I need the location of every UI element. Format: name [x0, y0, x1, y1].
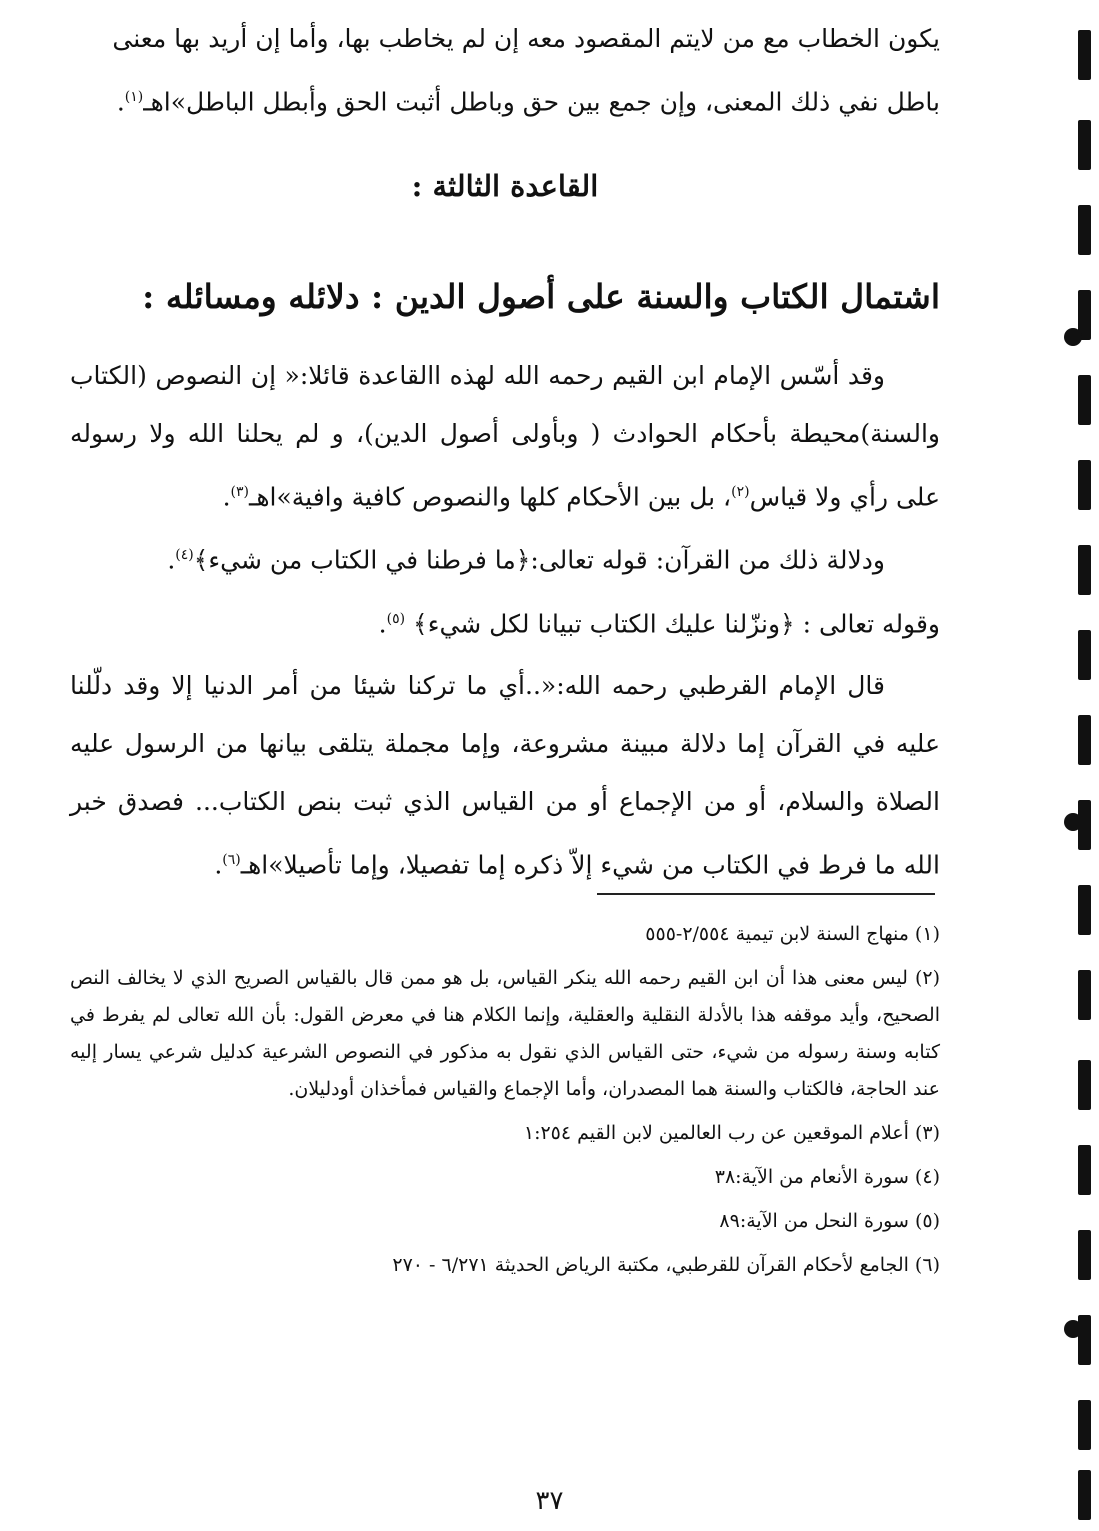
binding-bar: [1078, 30, 1091, 80]
binding-bar: [1078, 375, 1091, 425]
footnote-1: (١) منهاج السنة لابن تيمية ٢/٥٥٤-٥٥٥: [645, 923, 940, 945]
footnote-ref-4: (٤): [175, 547, 194, 564]
footnote-separator: [597, 893, 935, 895]
rule-heading: القاعدة الثالثة :: [411, 169, 599, 203]
footnote-6: (٦) الجامع لأحكام القرآن للقرطبي، مكتبة الرياض الحديثة ٦/٢٧١ - ٢٧٠: [392, 1254, 940, 1276]
paragraph-ibn-qayyim: وقد أسّس الإمام ابن القيم رحمه الله لهذه االقاعدة قائلا:« إن النصوص (الكتاب والسنة)محيطة بأحكام الحوادث ( وبأولى أصول الدين)، و لم يحلنا الله ولا رسوله على رأي ولا قياس$^{(٢)}$، بل بين الأحكام كلها والنصوص كافية وافية»اهـ$^{(٣)}$.: [70, 361, 940, 512]
binding-bar: [1078, 630, 1091, 680]
binding-hole: [1064, 328, 1082, 346]
binding-bar: [1078, 715, 1091, 765]
footnote-ref-2: (٢): [731, 484, 750, 500]
footnote-5: (٥) سورة النحل من الآية:٨٩: [719, 1210, 940, 1232]
paragraph-qurtubi: قال الإمام القرطبي رحمه الله:«..أي ما تركنا شيئا من أمر الدنيا إلا وقد دلّلنا عليه في القرآن إما دلالة مبينة مشروعة، وإما مجملة يتلقى بيانها من الرسول عليه الصلاة والسلام، أو من الإجماع أو من القياس الذي ثبت بنص الكتاب... فصدق خبر الله ما فرط في الكتاب من شيء إلاّ ذكره إما تفصيلا، وإما تأصيلا»اهـ$^{(٦)}$.: [70, 670, 940, 880]
footnote-2: (٢) ليس معنى هذا أن ابن القيم رحمه الله ينكر القياس، بل هو ممن قال بالقياس الصريح الذي لا يخالف النص الصحيح، وأيد موقفه هذا بالأدلة النقلية والعقلية، وإنما الكلام هنا في معرض القول: بأن الله تعالى لم يفرط في كتابه وسنة رسوله من شيء، حتى القياس الذي نقول به مذكور في النصوص الشرعية كدليل شرعي يسار إليه عند الحاجة، فالكتاب والسنة هما المصدران، وأما الإجماع والقياس فمأخذان أودليلان.: [70, 967, 940, 1100]
paragraph-quran-evidence: ودلالة ذلك من القرآن: قوله تعالى:﴿ما فرطنا في الكتاب من شيء﴾$^{(٤)}$.: [167, 545, 885, 575]
binding-bar: [1078, 1060, 1091, 1110]
footnote-ref-6: (٦): [222, 851, 241, 868]
paragraph-quran-evidence-text: ودلالة ذلك من القرآن: قوله تعالى:﴿ما فرطنا في الكتاب من شيء﴾: [193, 545, 885, 575]
binding-bar: [1078, 1145, 1091, 1195]
continuation-paragraph: [70, 10, 940, 131]
paragraph-qurtubi-text: قال الإمام القرطبي رحمه الله:«..أي ما تركنا شيئا من أمر الدنيا إلا وقد دلّلنا عليه في القرآن إما دلالة مبينة مشروعة، وإما مجملة يتلقى بيانها من الرسول عليه الصلاة والسلام، أو من الإجماع أو من القياس الذي ثبت بنص الكتاب... فصدق خبر الله ما فرط في الكتاب من شيء إلاّ ذكره إما تفصيلا، وإما تأصيلا»اهـ: [70, 670, 940, 880]
binding-bar: [1078, 970, 1091, 1020]
binding-bar: [1078, 800, 1091, 850]
footnote-ref-3: (٣): [230, 484, 250, 500]
binding-bar: [1078, 885, 1091, 935]
continuation-line-2: باطل نفي ذلك المعنى، وإن جمع بين حق وباطل أثبت الحق وأبطل الباطل»اهـ$^{(١)}$.: [116, 87, 940, 117]
binding-bar: [1078, 1400, 1091, 1450]
binding-bar: [1078, 460, 1091, 510]
footnotes-section: [70, 916, 940, 1291]
binding-bar: [1078, 1230, 1091, 1280]
binding-bar: [1078, 1315, 1091, 1365]
continuation-line-2-text: باطل نفي ذلك المعنى، وإن جمع بين حق وباطل أثبت الحق وأبطل الباطل»اهـ: [143, 87, 940, 117]
continuation-line-1: يكون الخطاب مع من لايتم المقصود معه إن لم يخاطب بها، وأما إن أريد بها معنى: [112, 24, 940, 53]
binding-bar: [1078, 1470, 1091, 1520]
binding-bar: [1078, 120, 1091, 170]
paragraph-quran-evidence-2-text: وقوله تعالى : ﴿ونزّلنا عليك الكتاب تبيانا لكل شيء﴾: [413, 608, 940, 638]
footnote-ref-1: (١): [124, 89, 144, 105]
page-number: ٣٧: [535, 1486, 564, 1516]
binding-bar: [1078, 205, 1091, 255]
footnote-4: (٤) سورة الأنعام من الآية:٣٨: [714, 1166, 940, 1188]
paragraph-ibn-qayyim-text: وقد أسّس الإمام ابن القيم رحمه الله لهذه االقاعدة قائلا:« إن النصوص (الكتاب والسنة)محيطة بأحكام الحوادث ( وبأولى أصول الدين)، و لم يحلنا الله ولا رسوله على رأي ولا قياس: [70, 361, 940, 512]
main-body: [70, 347, 940, 894]
paragraph-ibn-qayyim-text-b: ، بل بين الأحكام كلها والنصوص كافية وافية»اهـ: [249, 482, 732, 512]
footnote-3: (٣) أعلام الموقعين عن رب العالمين لابن القيم ١:٢٥٤: [523, 1122, 940, 1144]
section-title: اشتمال الكتاب والسنة على أصول الدين : دلائله ومسائله :: [142, 277, 940, 316]
binding-bar: [1078, 545, 1091, 595]
paragraph-quran-evidence-2: وقوله تعالى : ﴿ونزّلنا عليك الكتاب تبيانا لكل شيء﴾ $^{(٥)}$.: [378, 608, 940, 638]
binding-margin: [1070, 0, 1099, 1531]
footnote-ref-5: (٥): [386, 610, 406, 627]
